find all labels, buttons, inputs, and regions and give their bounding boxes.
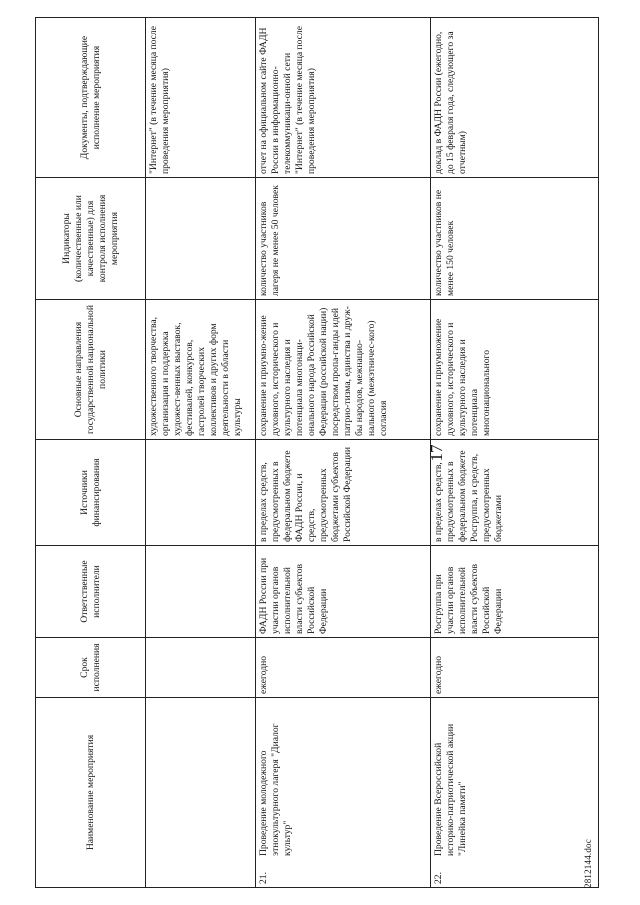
row-name: Проведение Всероссийской историко-патриотической акции "Линейка памяти" bbox=[433, 723, 468, 856]
cell-indicators: количество участников лагеря не менее 50 человек bbox=[256, 178, 431, 300]
cell-name bbox=[431, 698, 599, 888]
document-reference: 2812144.doc bbox=[583, 839, 593, 888]
cell-documents: "Интернет" (в течение месяца после проведения мероприятия) bbox=[146, 18, 256, 178]
table-row bbox=[431, 18, 599, 888]
cell-directions: художественного творчества, организация и поддержка художест-венных выставок, фестивалей, конкурсов, гастролей творческих коллективов и других форм деятельности в области культуры bbox=[146, 300, 256, 440]
header-funding: Источники финансирования bbox=[36, 440, 146, 546]
header-documents: Документы, подтверждающие исполнение мероприятия bbox=[36, 18, 146, 178]
events-table bbox=[35, 17, 599, 888]
row-number: 21. bbox=[258, 872, 269, 884]
cell-funding: в пределах средств, предусмотренных в федеральном бюджете Росгруппа, и средств, предусмотренных бюджетами bbox=[431, 440, 599, 546]
cell-responsible: Росгруппа при участии органов исполнительной власти субъектов Российской Федерации bbox=[431, 546, 599, 638]
cell-term: ежегодно bbox=[431, 638, 599, 698]
cell-indicators: количество участников не менее 150 человек bbox=[431, 178, 599, 300]
header-name: Наименование мероприятия bbox=[36, 698, 146, 888]
table-row bbox=[146, 18, 256, 888]
header-responsible: Ответственные исполнители bbox=[36, 546, 146, 638]
cell-documents: отчет на официальном сайте ФАДН России в информационно-телекоммуникаци-онной сети "Интернет" (в течение месяца после проведения мероприятия) bbox=[256, 18, 431, 178]
header-indicators: Индикаторы (количественные или качественные) для контроля исполнения мероприятия bbox=[36, 178, 146, 300]
page-number: 17 bbox=[427, 444, 446, 462]
cell-name bbox=[256, 698, 431, 888]
rotated-table-sheet bbox=[35, 18, 605, 888]
row-number: 22. bbox=[433, 872, 444, 884]
cell-funding bbox=[146, 440, 256, 546]
cell-responsible bbox=[146, 546, 256, 638]
cell-directions: сохранение и приумножение духовного, исторического и культурного наследия и потенциала многонационального bbox=[431, 300, 599, 440]
cell-responsible: ФАДН России при участии органов исполнительной власти субъектов Российской Федерации bbox=[256, 546, 431, 638]
cell-funding: в пределах средств, предусмотренных в федеральном бюджете ФАДН России, и средств, предусмотренных бюджетами субъектов Российской Федерации bbox=[256, 440, 431, 546]
cell-name bbox=[146, 698, 256, 888]
cell-documents: доклад в ФАДН России (ежегодно, до 15 февраля года, следующего за отчетным) bbox=[431, 18, 599, 178]
row-name: Проведение молодежного этнокультурного лагеря "Диалог культур" bbox=[258, 723, 293, 856]
header-directions: Основные направления государственной национальной политики bbox=[36, 300, 146, 440]
cell-directions: сохранение и приумно-жение духовного, исторического и культурного наследия и потенциала многонаци-онального народа Российской Федерации (российской нации) посредством пропа-ганды идей патрио-тизма, единства и друж-бы народов, межнацио-нального (межэтничес-кого) согласия bbox=[256, 300, 431, 440]
cell-indicators bbox=[146, 178, 256, 300]
table-row bbox=[256, 18, 431, 888]
table-header-row bbox=[36, 18, 146, 888]
cell-term: ежегодно bbox=[256, 638, 431, 698]
header-term: Срок исполнения bbox=[36, 638, 146, 698]
cell-term bbox=[146, 638, 256, 698]
